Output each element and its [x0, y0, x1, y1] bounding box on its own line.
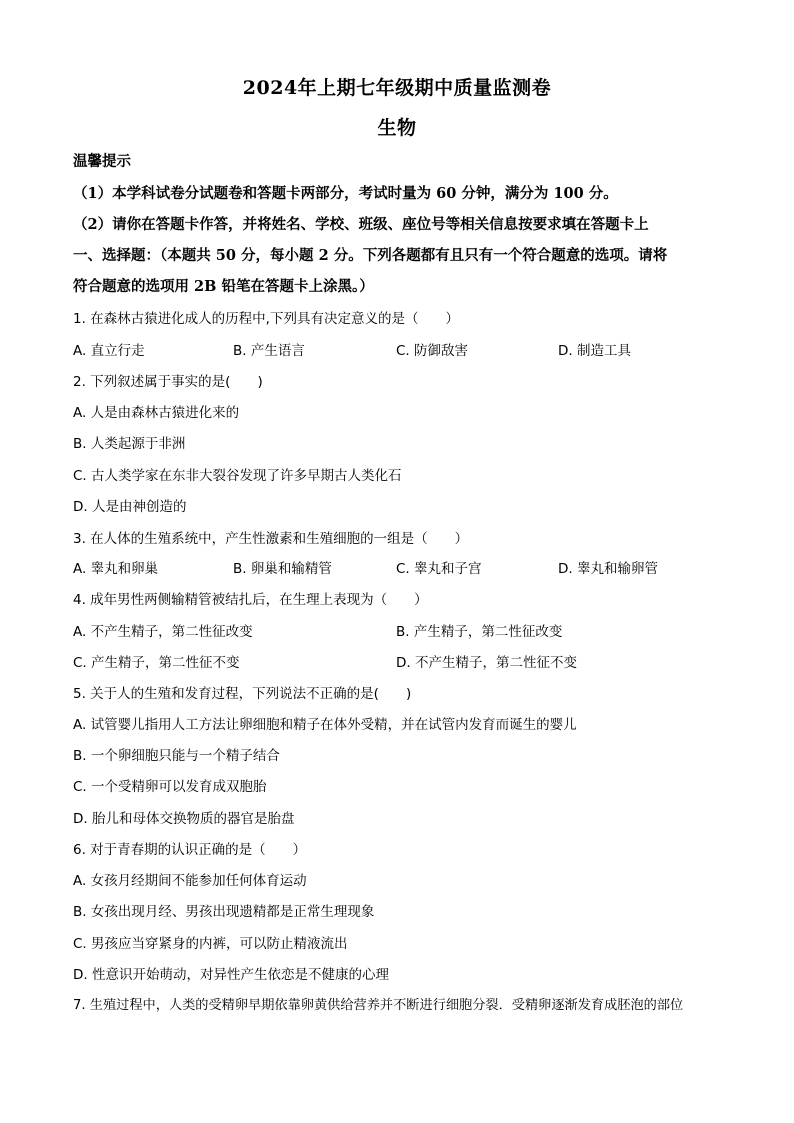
- question-6-option-c: C. 男孩应当穿紧身的内裤，可以防止精液流出: [73, 936, 348, 952]
- question-2-option-a: A. 人是由森林古猿进化来的: [73, 405, 240, 421]
- question-7-stem: 7. 生殖过程中，人类的受精卵早期依靠卵黄供给营养并不断进行细胞分裂．受精卵逐渐发育成胚泡的部位: [73, 998, 684, 1013]
- question-3-option-b: B. 卵巢和输精管: [233, 561, 332, 577]
- question-6-option-d: D. 性意识开始萌动，对异性产生依恋是不健康的心理: [73, 967, 389, 983]
- question-4-option-c: C. 产生精子，第二性征不变: [73, 655, 240, 671]
- notice-item-2: （2）请你在答题卡作答，并将姓名、学校、班级、座位号等相关信息按要求填在答题卡上: [73, 216, 649, 233]
- question-2-option-d: D. 人是由神创造的: [73, 499, 187, 515]
- question-3-option-c: C. 睾丸和子宫: [396, 561, 482, 577]
- question-1-stem: 1. 在森林古猿进化成人的历程中,下列具有决定意义的是（ ）: [73, 311, 459, 327]
- question-4-option-a: A. 不产生精子，第二性征改变: [73, 624, 253, 640]
- question-3-option-a: A. 睾丸和卵巢: [73, 561, 159, 577]
- question-4-option-b: B. 产生精子，第二性征改变: [396, 624, 563, 640]
- question-2-option-b: B. 人类起源于非洲: [73, 436, 186, 452]
- question-6-option-a: A. 女孩月经期间不能参加任何体育运动: [73, 873, 307, 889]
- question-5-stem: 5. 关于人的生殖和发育过程，下列说法不正确的是( ): [73, 686, 412, 702]
- question-3-stem: 3. 在人体的生殖系统中，产生性激素和生殖细胞的一组是（ ）: [73, 531, 469, 547]
- question-6-stem: 6. 对于青春期的认识正确的是（ ）: [73, 842, 307, 858]
- question-6-option-b: B. 女孩出现月经、男孩出现遗精都是正常生理现象: [73, 904, 375, 920]
- section-instructions-line-1: 一、选择题：（本题共 50 分，每小题 2 分。下列各题都有且只有一个符合题意的选项。请将: [73, 247, 668, 264]
- question-1-option-b: B. 产生语言: [233, 343, 305, 359]
- question-5-option-d: D. 胎儿和母体交换物质的器官是胎盘: [73, 811, 295, 827]
- notice-heading: 温馨提示: [73, 153, 131, 170]
- notice-item-1: （1）本学科试卷分试题卷和答题卡两部分，考试时量为 60 分钟，满分为 100 分。: [73, 185, 618, 202]
- question-3-option-d: D. 睾丸和输卵管: [558, 561, 658, 577]
- question-2-stem: 2. 下列叙述属于事实的是( ): [73, 374, 263, 390]
- exam-title: 2024年上期七年级期中质量监测卷: [242, 77, 552, 99]
- question-5-option-c: C. 一个受精卵可以发育成双胞胎: [73, 779, 267, 795]
- subject-title: 生物: [377, 117, 417, 139]
- question-4-stem: 4. 成年男性两侧输精管被结扎后，在生理上表现为（ ）: [73, 592, 428, 608]
- question-1-option-c: C. 防御敌害: [396, 343, 469, 359]
- question-5-option-a: A. 试管婴儿指用人工方法让卵细胞和精子在体外受精，并在试管内发育而诞生的婴儿: [73, 717, 577, 733]
- question-4-option-d: D. 不产生精子，第二性征不变: [396, 655, 577, 671]
- question-1-option-a: A. 直立行走: [73, 343, 145, 359]
- question-2-option-c: C. 古人类学家在东非大裂谷发现了许多早期古人类化石: [73, 468, 402, 484]
- question-5-option-b: B. 一个卵细胞只能与一个精子结合: [73, 748, 280, 764]
- question-1-option-d: D. 制造工具: [558, 343, 631, 359]
- section-instructions-line-2: 符合题意的选项用 2B 铅笔在答题卡上涂黑。）: [73, 278, 374, 295]
